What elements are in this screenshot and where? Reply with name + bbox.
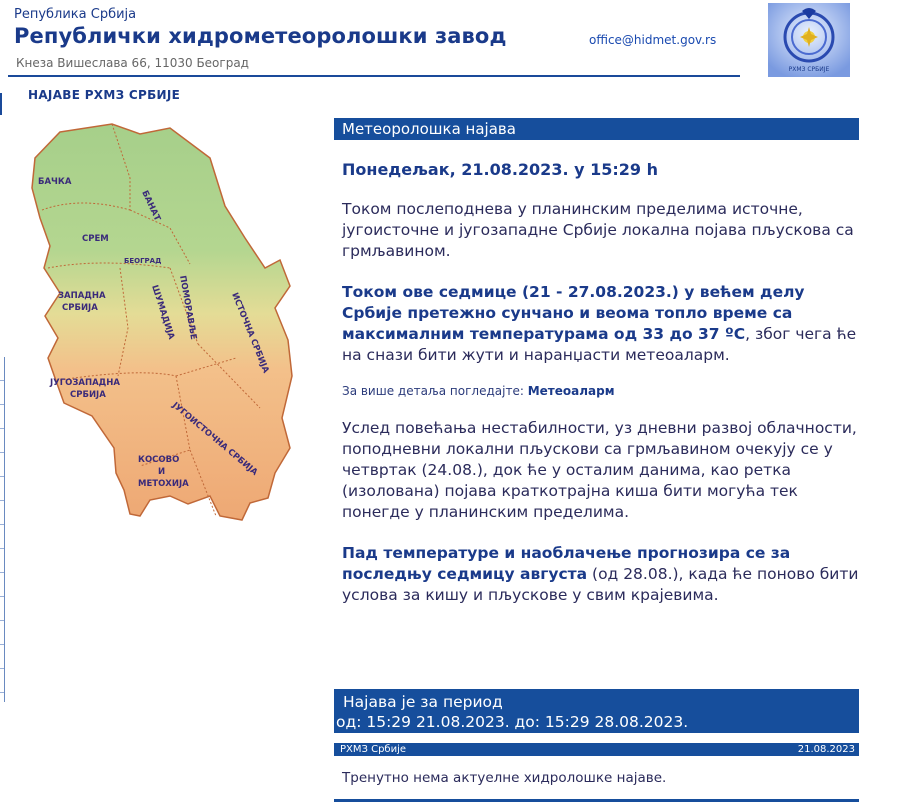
left-nav-cell[interactable]	[0, 621, 4, 645]
map-label-southeast: ЈУГОИСТОЧНА СРБИЈА	[170, 400, 260, 478]
map-label-srem: СРЕМ	[82, 234, 109, 244]
map-label-banat: БАНАТ	[139, 189, 163, 223]
footer-bar	[334, 743, 859, 756]
period-title: Најава је за период	[343, 693, 503, 711]
map-label-southwest-1: ЈУГОЗАПАДНА	[50, 378, 120, 388]
map-label-west-2: СРБИЈА	[62, 303, 98, 313]
institute-title[interactable]: Републички хидрометеоролошки завод	[14, 24, 507, 48]
left-nav-cell[interactable]	[0, 597, 4, 621]
left-nav-cell[interactable]	[0, 549, 4, 573]
map-label-backa: БАЧКА	[38, 177, 72, 187]
map-label-kosovo-2: И	[158, 467, 166, 477]
footer-source: РХМЗ Србије	[340, 744, 407, 755]
meteoalarm-link[interactable]: Метеоаларм	[527, 384, 615, 398]
map-label-southwest-2: СРБИЈА	[70, 390, 106, 400]
forecast-date: Понедељак, 21.08.2023. у 15:29 h	[342, 160, 658, 179]
footer-date: 21.08.2023	[797, 744, 855, 755]
email-link[interactable]: office@hidmet.gov.rs	[589, 33, 717, 47]
left-nav-frame	[0, 357, 5, 702]
site-header	[0, 0, 900, 80]
forecast-p4-rest: (од 28.08.), када ће поново бити услова за кишу и пљускове у свим крајевима.	[342, 565, 859, 604]
map-label-east: ИСТОЧНА СРБИЈА	[229, 291, 271, 375]
forecast-paragraph-3: Услед повећања нестабилности, уз дневни развој облачности, поподневни локални пљускови са грмљавином очекују се у четвртак (24.08.), док ће у осталим данима, као ретка (изолована) појава краткотрајна киша бити могућа тек понегде у планинским пределима.	[342, 419, 857, 521]
forecast-panel	[334, 118, 859, 606]
forecast-p2-bold: Током ове седмице (21 - 27.08.2023.) у већем делу Србије претежно сунчано и веома топло време са максималним температурама од 33 до 37 ºC	[342, 283, 805, 343]
map-label-pomoravlje: ПОМОРАВЉЕ	[177, 274, 199, 341]
bottom-divider	[334, 799, 859, 802]
left-nav-cell[interactable]	[0, 501, 4, 525]
map-label-beograd: БЕОГРАД	[124, 257, 162, 265]
left-accent-line	[0, 93, 2, 115]
forecast-p2-rest: , због чега ће на снази бити жути и наранџасти метеоаларм.	[342, 325, 857, 364]
section-title-bar: Метеоролошка најава	[334, 118, 859, 140]
republic-label: Република Србија	[14, 7, 137, 22]
map-label-kosovo-1: КОСОВО	[138, 455, 180, 465]
left-nav-cell[interactable]	[0, 405, 4, 429]
period-range: од: 15:29 21.08.2023. до: 15:29 28.08.2023.	[336, 713, 689, 731]
forecast-paragraph-4	[342, 543, 859, 606]
left-nav-cell[interactable]	[0, 573, 4, 597]
institute-address: Кнеза Вишеслава 66, 11030 Београд	[16, 56, 249, 70]
header-divider	[8, 75, 740, 77]
serbia-region-map[interactable]	[20, 118, 320, 538]
left-nav-cell[interactable]	[0, 453, 4, 477]
left-nav-cell[interactable]	[0, 357, 4, 381]
forecast-p4-bold: Пад температуре и наоблачење прогнозира се за последњу седмицу августа	[342, 544, 791, 583]
logo-text: РХМЗ СРБИЈЕ	[788, 66, 830, 73]
left-nav-cell[interactable]	[0, 381, 4, 405]
left-nav-cell[interactable]	[0, 429, 4, 453]
left-nav-cell[interactable]	[0, 669, 4, 693]
forecast-paragraph-1: Током послеподнева у планинским пределима источне, југоисточне и југозападне Србије локална појава пљускова са грмљавином.	[342, 200, 854, 260]
left-nav-cell[interactable]	[0, 477, 4, 501]
sidebar-title[interactable]: НАЈАВЕ РХМЗ СРБИЈЕ	[28, 88, 181, 102]
left-nav-cell[interactable]	[0, 525, 4, 549]
forecast-paragraph-2	[342, 282, 859, 366]
left-nav-cell[interactable]	[0, 645, 4, 669]
period-box	[334, 689, 859, 733]
rhmz-logo-icon[interactable]	[768, 3, 850, 77]
hydro-notice: Тренутно нема актуелне хидролошке најаве.	[342, 770, 667, 786]
map-label-sumadija: ШУМАДИЈА	[149, 283, 177, 341]
details-line	[342, 384, 859, 398]
map-label-west-1: ЗАПАДНА	[58, 291, 106, 301]
map-label-kosovo-3: МЕТОХИЈА	[138, 479, 189, 489]
details-prefix: За више детаља погледајте:	[342, 384, 528, 398]
